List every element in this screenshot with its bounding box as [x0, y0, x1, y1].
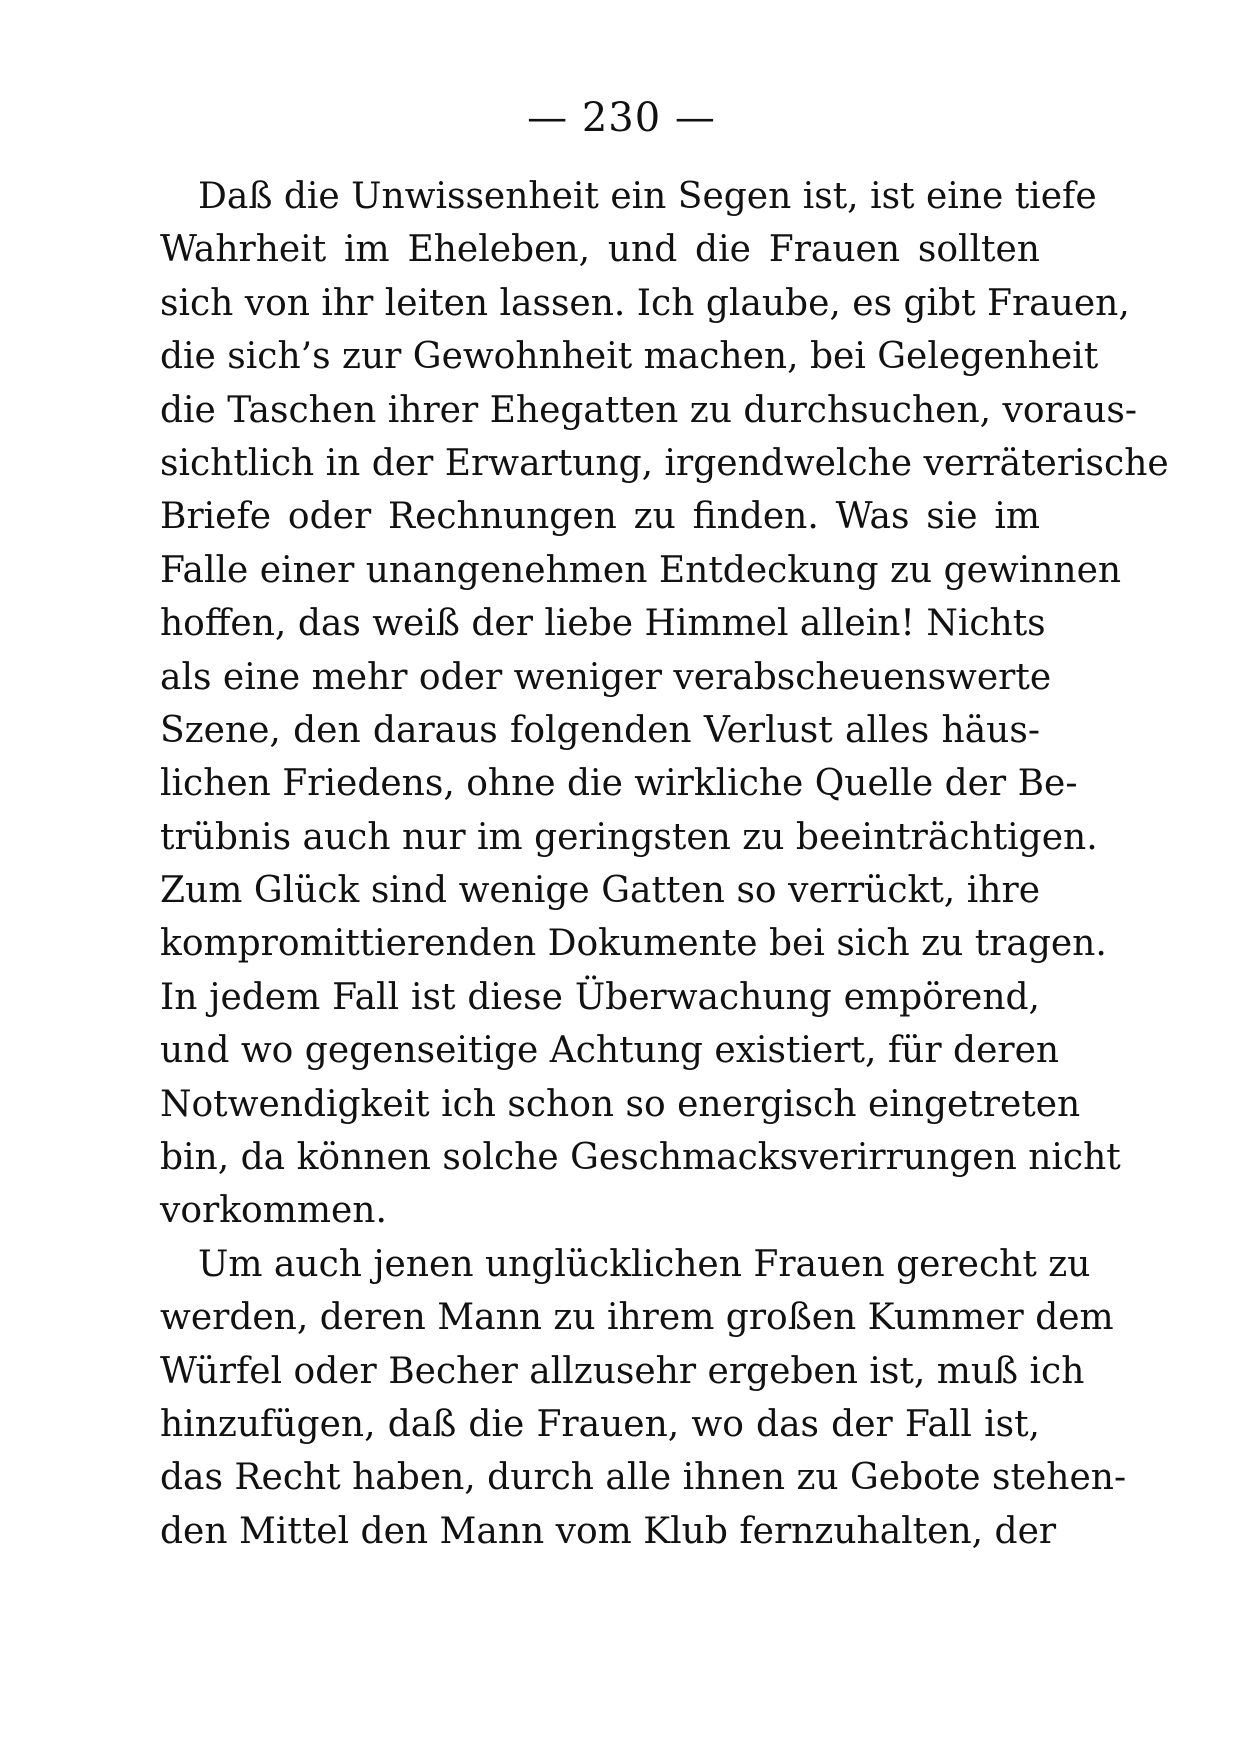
text-line: lichen Friedens, ohne die wirkliche Quelle der Be-	[160, 763, 1078, 805]
text-line: Um auch jenen unglücklichen Frauen gerecht zu	[198, 1243, 1091, 1285]
text-line: kompromittierenden Dokumente bei sich zu tragen.	[160, 923, 1107, 965]
text-line: Würfel oder Becher allzusehr ergeben ist, muß ich	[160, 1350, 1085, 1392]
text-line: hinzufügen, daß die Frauen, wo das der Fall ist,	[160, 1403, 1040, 1445]
text-line: und wo gegenseitige Achtung existiert, für deren	[160, 1030, 1060, 1072]
text-line: das Recht haben, durch alle ihnen zu Gebote stehen-	[160, 1457, 1127, 1499]
text-line: die sich’s zur Gewohnheit machen, bei Gelegenheit	[160, 336, 1099, 378]
text-line: Szene, den daraus folgenden Verlust alles häus-	[160, 709, 1040, 751]
text-line: bin, da können solche Geschmacksverirrungen nicht	[160, 1137, 1121, 1179]
text-line: den Mittel den Mann vom Klub fernzuhalten, der	[160, 1510, 1057, 1552]
text-line: sichtlich in der Erwartung, irgendwelche verräterische	[160, 442, 1169, 484]
text-line: In jedem Fall ist diese Überwachung empörend,	[160, 976, 1040, 1018]
body-text	[160, 170, 1169, 1558]
text-line: trübnis auch nur im geringsten zu beeinträchtigen.	[160, 816, 1098, 858]
text-line: Zum Glück sind wenige Gatten so verrückt, ihre	[160, 870, 1040, 912]
text-line: Notwendigkeit ich schon so energisch eingetreten	[160, 1083, 1081, 1125]
text-line: vorkommen.	[160, 1190, 387, 1232]
text-line: sich von ihr leiten lassen. Ich glaube, es gibt Frauen,	[160, 282, 1130, 324]
text-line: hoffen, das weiß der liebe Himmel allein! Nichts	[160, 603, 1046, 645]
text-line: Briefe oder Rechnungen zu finden. Was sie im	[160, 496, 1040, 538]
page-number: — 230 —	[527, 95, 716, 141]
text-line: werden, deren Mann zu ihrem großen Kummer dem	[160, 1297, 1114, 1339]
text-line: Daß die Unwissenheit ein Segen ist, ist eine tiefe	[198, 176, 1097, 217]
text-line: Wahrheit im Eheleben, und die Frauen sollten	[160, 229, 1040, 271]
text-line: als eine mehr oder weniger verabscheuenswerte	[160, 656, 1052, 698]
text-line: die Taschen ihrer Ehegatten zu durchsuchen, voraus-	[160, 389, 1138, 431]
text-line: Falle einer unangenehmen Entdeckung zu gewinnen	[160, 549, 1122, 591]
